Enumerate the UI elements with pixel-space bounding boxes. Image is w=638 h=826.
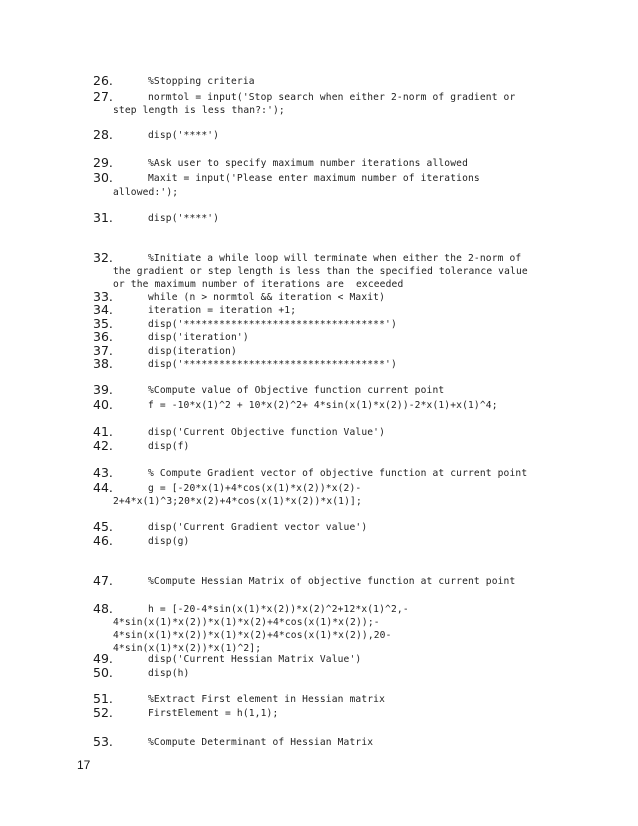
code-line (93, 344, 553, 358)
code-continuation: step length is less than?:'); (113, 105, 285, 116)
line-number: 29. (93, 155, 113, 170)
code-text: disp('****') (148, 213, 220, 224)
code-text: %Compute Hessian Matrix of objective function at current point (148, 576, 516, 587)
line-number: 53. (93, 734, 113, 749)
code-line (93, 290, 553, 304)
code-text: g = [-20*x(1)+4*cos(x(1)*x(2))*x(2)- (148, 483, 362, 494)
code-text: disp(iteration) (148, 346, 237, 357)
code-text: % Compute Gradient vector of objective function at current point (148, 468, 528, 479)
code-continuation: the gradient or step length is less than the specified tolerance value (113, 266, 528, 277)
code-line (93, 735, 553, 749)
code-text: %Extract First element in Hessian matrix (148, 694, 386, 705)
code-line (93, 74, 553, 88)
line-number: 50. (93, 665, 113, 680)
code-text: disp('**********************************') (148, 359, 397, 370)
line-number: 39. (93, 382, 113, 397)
code-line (93, 666, 553, 680)
code-text: disp('iteration') (148, 332, 249, 343)
line-number: 37. (93, 343, 113, 358)
code-line (93, 211, 553, 225)
line-number: 33. (93, 289, 113, 304)
code-line (93, 317, 553, 331)
code-text: %Compute Determinant of Hessian Matrix (148, 737, 374, 748)
code-continuation: allowed:'); (113, 187, 179, 198)
line-number: 35. (93, 316, 113, 331)
code-text: %Ask user to specify maximum number iterations allowed (148, 158, 468, 169)
line-number: 36. (93, 329, 113, 344)
line-number: 28. (93, 127, 113, 142)
code-line (93, 692, 553, 706)
code-text: disp('Current Objective function Value') (148, 427, 386, 438)
code-line (93, 171, 553, 185)
code-text: %Initiate a while loop will terminate when either the 2-norm of (148, 253, 522, 264)
code-line (93, 383, 553, 397)
code-continuation: or the maximum number of iterations are exceeded (113, 279, 404, 290)
code-line (93, 398, 553, 412)
code-text: %Stopping criteria (148, 76, 255, 87)
line-number: 45. (93, 519, 113, 534)
code-text: disp(g) (148, 536, 190, 547)
code-continuation: 4*sin(x(1)*x(2))*x(1)*x(2)+4*cos(x(1)*x(2)),20- (113, 630, 392, 641)
code-text: h = [-20-4*sin(x(1)*x(2))*x(2)^2+12*x(1)^2,- (148, 604, 409, 615)
line-number: 41. (93, 424, 113, 439)
code-text: FirstElement = h(1,1); (148, 708, 279, 719)
line-number: 46. (93, 533, 113, 548)
line-number: 48. (93, 601, 113, 616)
code-line (93, 520, 553, 534)
code-text: normtol = input('Stop search when either 2-norm of gradient or (148, 92, 516, 103)
code-text: %Compute value of Objective function current point (148, 385, 445, 396)
code-line (93, 128, 553, 142)
code-text: while (n > normtol && iteration < Maxit) (148, 292, 386, 303)
code-text: disp(h) (148, 668, 190, 679)
code-line (93, 534, 553, 548)
code-line (93, 652, 553, 666)
code-text: Maxit = input('Please enter maximum number of iterations (148, 173, 480, 184)
line-number: 30. (93, 170, 113, 185)
line-number: 34. (93, 302, 113, 317)
code-text: disp('Current Hessian Matrix Value') (148, 654, 362, 665)
code-line (93, 574, 553, 588)
line-number: 38. (93, 356, 113, 371)
code-line (93, 303, 553, 317)
line-number: 52. (93, 705, 113, 720)
code-line (93, 330, 553, 344)
code-line (93, 706, 553, 720)
line-number: 27. (93, 89, 113, 104)
line-number: 40. (93, 397, 113, 412)
code-line (93, 357, 553, 371)
code-line (93, 466, 553, 480)
code-text: disp('**********************************') (148, 319, 397, 330)
code-line (93, 425, 553, 439)
code-text: disp('Current Gradient vector value') (148, 522, 368, 533)
line-number: 42. (93, 438, 113, 453)
code-line (93, 90, 553, 104)
code-line (93, 156, 553, 170)
code-text: f = -10*x(1)^2 + 10*x(2)^2+ 4*sin(x(1)*x(2))-2*x(1)+x(1)^4; (148, 400, 498, 411)
code-line (93, 439, 553, 453)
code-text: disp('****') (148, 130, 220, 141)
page-number: 17 (77, 758, 91, 772)
code-text: disp(f) (148, 441, 190, 452)
line-number: 47. (93, 573, 113, 588)
code-line (93, 602, 553, 616)
line-number: 43. (93, 465, 113, 480)
code-line (93, 481, 553, 495)
line-number: 44. (93, 480, 113, 495)
code-text: iteration = iteration +1; (148, 305, 297, 316)
line-number: 26. (93, 73, 113, 88)
line-number: 51. (93, 691, 113, 706)
line-number: 49. (93, 651, 113, 666)
code-continuation: 2+4*x(1)^3;20*x(2)+4*cos(x(1)*x(2))*x(1)]; (113, 496, 362, 507)
code-line (93, 251, 553, 265)
line-number: 31. (93, 210, 113, 225)
line-number: 32. (93, 250, 113, 265)
code-continuation: 4*sin(x(1)*x(2))*x(1)*x(2)+4*cos(x(1)*x(2));- (113, 617, 380, 628)
code-continuation: 4*sin(x(1)*x(2))*x(1)^2]; (113, 643, 262, 654)
